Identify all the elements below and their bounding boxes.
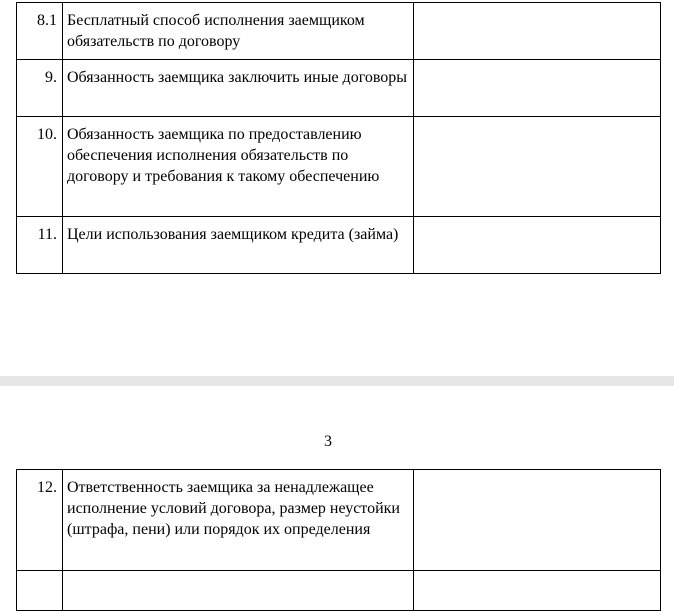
table-row — [17, 60, 661, 117]
loan-terms-table-page2 — [16, 2, 661, 274]
row-number: 12. — [17, 470, 63, 571]
loan-terms-table-page3 — [16, 469, 661, 611]
row-value — [414, 60, 661, 117]
table-row — [17, 3, 661, 60]
row-number: 10. — [17, 117, 63, 217]
row-term — [63, 571, 414, 611]
row-number: 8.1 — [17, 3, 63, 60]
row-value — [414, 217, 661, 274]
row-number: 9. — [17, 60, 63, 117]
row-number — [17, 571, 63, 611]
page-separator — [0, 376, 674, 386]
row-term: Бесплатный способ исполнения заемщиком обязательств по договору — [63, 3, 414, 60]
table-row — [17, 217, 661, 274]
row-term: Цели использования заемщиком кредита (займа) — [63, 217, 414, 274]
row-term: Обязанность заемщика заключить иные договоры — [63, 60, 414, 117]
row-value — [414, 3, 661, 60]
row-value — [414, 571, 661, 611]
row-term: Обязанность заемщика по предоставлению обеспечения исполнения обязательств по договору и требования к такому обеспечению — [63, 117, 414, 217]
page-number: 3 — [324, 433, 332, 450]
row-number: 11. — [17, 217, 63, 274]
table-row — [17, 571, 661, 611]
row-value — [414, 117, 661, 217]
row-term: Ответственность заемщика за ненадлежащее исполнение условий договора, размер неустойки (штрафа, пени) или порядок их определения — [63, 470, 414, 571]
table-row — [17, 470, 661, 571]
table-row — [17, 117, 661, 217]
row-value — [414, 470, 661, 571]
